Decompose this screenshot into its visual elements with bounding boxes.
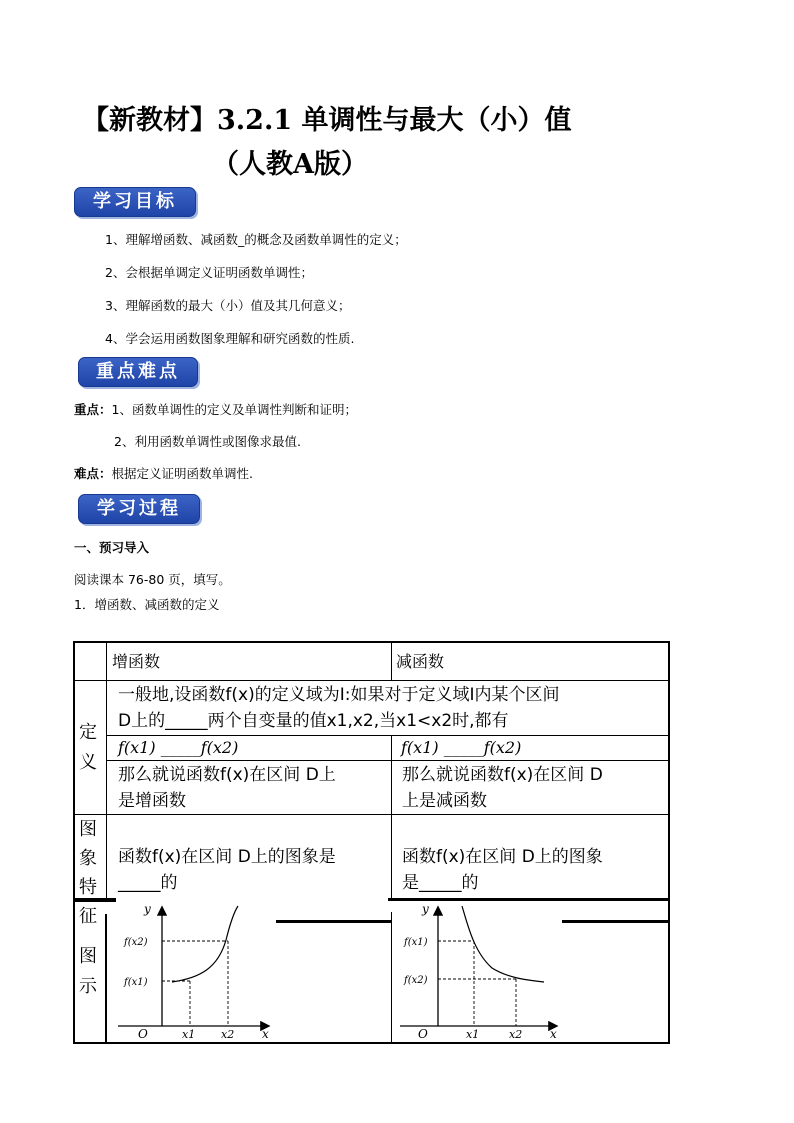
badge-learning-process: 学习过程 <box>78 494 200 524</box>
table-row-divider <box>73 680 670 681</box>
origin-label: O <box>418 1027 428 1040</box>
goal-item: 1、理解增函数、减函数_的概念及函数单调性的定义； <box>105 232 407 247</box>
table-border-right <box>668 641 670 1044</box>
nandian-line <box>74 464 253 482</box>
row-label-definition: 定义 <box>79 722 97 773</box>
table-col-divider <box>391 912 392 1043</box>
table-border-top <box>73 641 670 643</box>
decreasing-function-graph <box>396 900 566 1040</box>
table-thick-rule <box>276 920 392 923</box>
reading-instruction: 阅读课本 76-80 页，填写。 <box>74 572 231 587</box>
zhongdian-line <box>74 400 357 418</box>
table-thick-rule <box>562 920 670 923</box>
dec-conclusion-1: 那么就说函数f(x)在区间 D <box>402 765 603 785</box>
x2-label: x2 <box>221 1028 235 1040</box>
zhongdian-text: 1、函数单调性的定义及单调性判断和证明； <box>111 402 357 417</box>
inc-compare: f(x1) _____f(x2) <box>118 738 239 757</box>
table-border-bottom <box>73 1042 670 1044</box>
table-row-divider <box>106 760 670 761</box>
dec-feature-2: 是_____的 <box>402 873 479 893</box>
x1-label: x1 <box>466 1028 480 1040</box>
header-increasing: 增函数 <box>112 652 161 671</box>
def-common-line-2: D上的_____两个自变量的值x1,x2,当x1<x2时,都有 <box>118 711 509 731</box>
nandian-text: 根据定义证明函数单调性. <box>111 466 253 481</box>
y-axis-label: y <box>422 902 429 916</box>
page-subtitle: （人教A版） <box>212 149 368 180</box>
dec-conclusion-2: 上是减函数 <box>402 791 487 811</box>
header-decreasing: 减函数 <box>396 652 445 671</box>
inc-feature-2: _____的 <box>118 873 178 893</box>
list-item: 1．增函数、减函数的定义 <box>74 597 220 612</box>
page-title: 【新教材】3.2.1 单调性与最大（小）值 <box>82 105 572 136</box>
table-border-left <box>73 641 75 1044</box>
goal-item: 2、会根据单调定义证明函数单调性； <box>105 265 313 280</box>
row-label-figure: 图示 <box>79 946 97 997</box>
inc-conclusion-1: 那么就说函数f(x)在区间 D上 <box>118 765 336 785</box>
y-axis-label: y <box>144 902 151 916</box>
fx1-label: f(x1) <box>404 937 428 948</box>
x1-label: x1 <box>182 1028 196 1040</box>
badge-learning-goals: 学习目标 <box>74 187 196 217</box>
origin-label: O <box>138 1027 148 1040</box>
fx1-label: f(x1) <box>124 977 148 988</box>
goal-item: 3、理解函数的最大（小）值及其几何意义； <box>105 298 351 313</box>
row-label-graph-feature: 图象特征 <box>79 819 97 927</box>
x-axis-label: x <box>550 1027 557 1040</box>
goal-item: 4、学会运用函数图象理解和研究函数的性质. <box>105 331 355 346</box>
table-col-divider <box>105 914 107 1044</box>
x-axis-label: x <box>262 1027 269 1040</box>
zhongdian-label: 重点： <box>74 402 112 417</box>
table-col-divider <box>391 641 392 681</box>
x2-label: x2 <box>509 1028 523 1040</box>
inc-feature-1: 函数f(x)在区间 D上的图象是 <box>118 847 336 867</box>
dec-compare: f(x1) _____f(x2) <box>401 738 522 757</box>
badge-key-points: 重点难点 <box>78 357 198 387</box>
dec-feature-1: 函数f(x)在区间 D上的图象 <box>402 847 603 867</box>
zhongdian-line-2: 2、利用函数单调性或图像求最值. <box>114 434 301 449</box>
fx2-label: f(x2) <box>124 937 148 948</box>
nandian-label: 难点： <box>74 466 112 481</box>
inc-conclusion-2: 是增函数 <box>118 791 186 811</box>
def-common-line-1: 一般地,设函数f(x)的定义域为I:如果对于定义域I内某个区间 <box>118 685 560 705</box>
section-heading: 一、预习导入 <box>74 540 150 555</box>
fx2-label: f(x2) <box>404 975 428 986</box>
increasing-function-graph <box>110 900 280 1040</box>
